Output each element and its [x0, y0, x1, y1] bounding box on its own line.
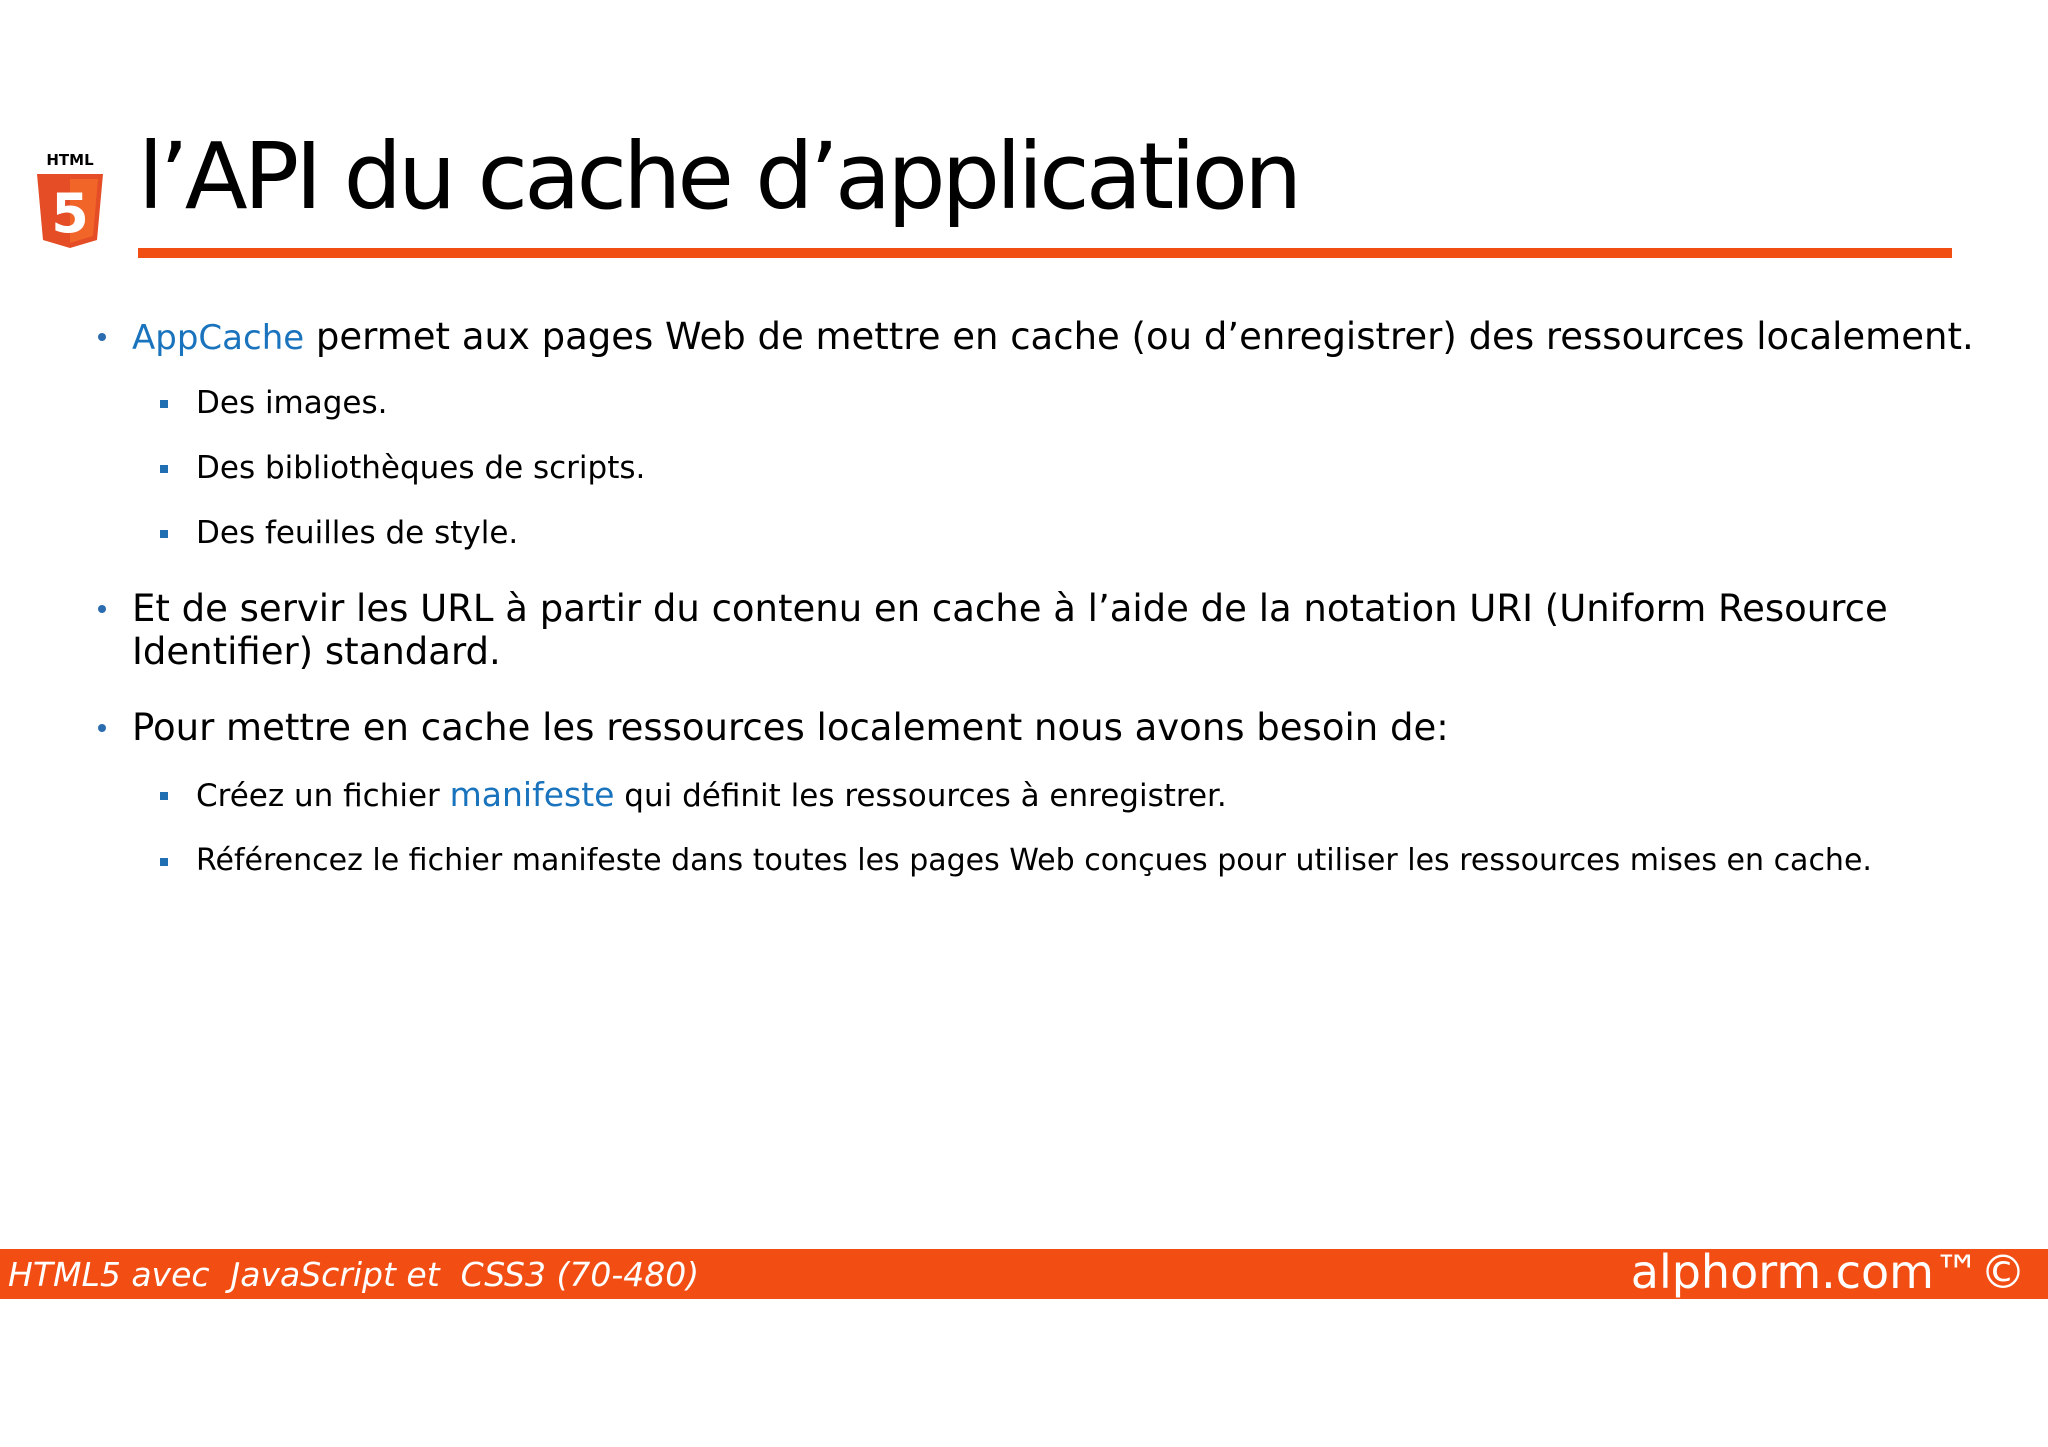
sub-bullet-text: Référencez le fichier manifeste dans toutes les pages Web conçues pour utiliser les ressources mises en cache.	[196, 843, 1872, 878]
sub-bullet-images	[196, 384, 388, 422]
sub-bullet-marker	[160, 858, 168, 866]
bullet-appcache	[132, 315, 1974, 360]
sub-bullet-scripts	[196, 449, 645, 487]
sub-bullet-marker	[160, 792, 168, 800]
sub-bullet-marker	[160, 465, 168, 473]
sub-bullet-marker	[160, 400, 168, 408]
brand-name: alphorm.com™©	[1630, 1245, 2026, 1299]
sub-bullet-marker	[160, 530, 168, 538]
bullet-marker	[98, 333, 106, 341]
slide-title: l’API du cache d’application	[138, 123, 1299, 230]
sub-bullet-manifest	[196, 776, 1227, 815]
logo-numeral: 5	[51, 182, 89, 245]
manifest-term: manifeste	[449, 775, 615, 814]
sub-bullet-reference	[196, 842, 1872, 880]
sub-bullet-text: Des images.	[196, 385, 388, 421]
sub-bullet-text: Des bibliothèques de scripts.	[196, 450, 646, 486]
bullet-text: permet aux pages Web de mettre en cache (ou d’enregistrer) des ressources localement.	[304, 315, 1974, 358]
bullet-serve-urls	[132, 587, 1888, 673]
appcache-term: AppCache	[132, 318, 305, 358]
bullet-text: Pour mettre en cache les ressources localement nous avons besoin de:	[132, 706, 1449, 749]
html5-logo-icon	[34, 150, 106, 250]
sub-bullet-text-post: qui définit les ressources à enregistrer.	[614, 778, 1227, 814]
sub-bullet-text-pre: Créez un fichier	[196, 778, 450, 814]
sub-bullet-text: Des feuilles de style.	[196, 515, 519, 551]
sub-bullet-styles	[196, 514, 518, 552]
bullet-text-line2: Identifier) standard.	[132, 630, 501, 673]
course-title: HTML5 avec JavaScript et CSS3 (70-480)	[8, 1255, 700, 1294]
footer-bar	[0, 1245, 2048, 1299]
bullet-text-line1: Et de servir les URL à partir du contenu en cache à l’aide de la notation URI (Uniform Resource	[132, 587, 1888, 630]
bullet-marker	[98, 724, 106, 732]
bullet-requirements	[132, 706, 1449, 749]
bullet-marker	[98, 605, 106, 613]
title-underline	[138, 248, 1952, 258]
logo-label: HTML	[46, 151, 94, 169]
